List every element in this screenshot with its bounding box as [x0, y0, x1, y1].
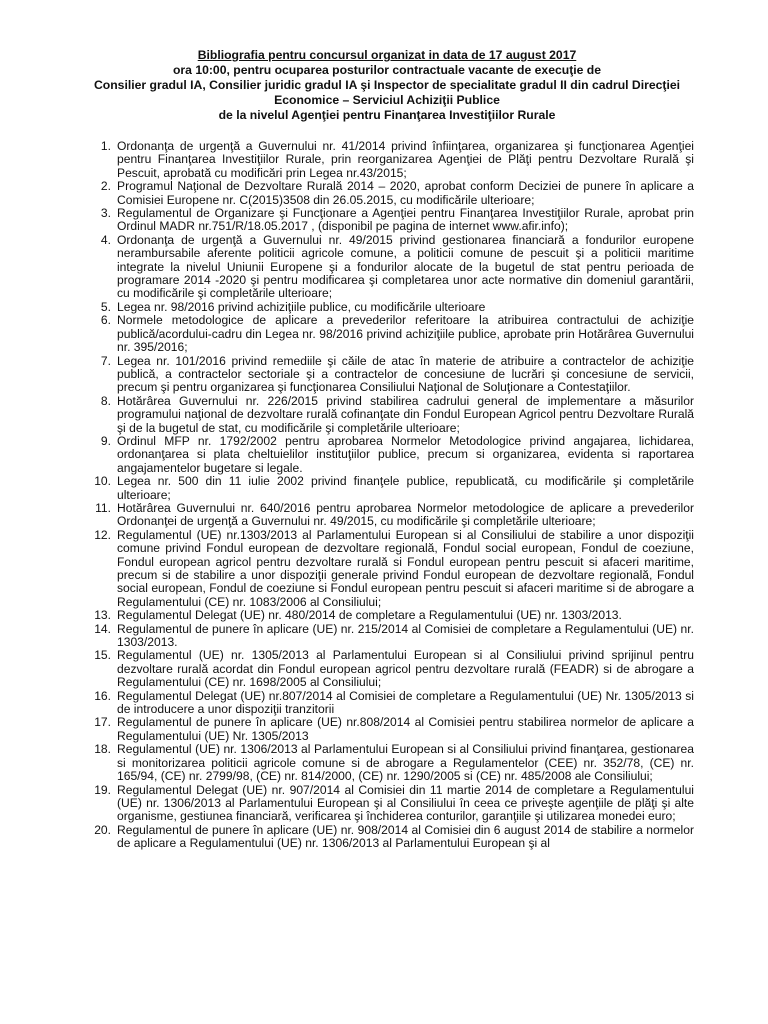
list-item [80, 502, 694, 529]
item-number: 12. [94, 527, 111, 542]
item-text: Regulamentul de punere în aplicare (UE) nr.808/2014 al Comisiei pentru stabilirea normelor de aplicare a Regulamentului (UE) Nr. 1305/2013 [117, 715, 694, 743]
bibliography-list [80, 140, 694, 851]
item-text: Regulamentul Delegat (UE) nr. 907/2014 al Comisiei din 11 martie 2014 de completare a Regulamentului (UE) nr. 1306/2013 al Parlamentului European şi al Consiliului în ceea ce priveşte agenţiile de plăţi şi alte organisme, gestiunea financiară, verificarea şi închiderea conturilor, garanţiile şi utilizarea monedei euro; [117, 782, 694, 824]
item-number: 20. [94, 822, 111, 837]
item-text: Legea nr. 101/2016 privind remediile şi căile de atac în materie de atribuire a contractelor de achiziţie publică, a contractelor sectoriale şi a contractelor de concesiune de lucrări şi concesiune de servicii, precum şi pentru organizarea şi funcţionarea Consiliului Naţional de Soluţionare a Contestaţiilor. [117, 353, 694, 395]
item-number: 14. [94, 621, 111, 636]
item-number: 4. [100, 232, 111, 247]
list-item [80, 716, 694, 743]
item-text: Regulamentul Delegat (UE) nr. 480/2014 de completare a Regulamentului (UE) nr. 1303/2013. [117, 608, 622, 623]
item-number: 13. [94, 608, 111, 623]
item-text: Normele metodologice de aplicare a prevederilor referitoare la atribuirea contractului de achiziţie publică/acordului-cadru din Legea nr. 98/2016 privind achiziţiile publice, aprobate prin Hotărârea Guvernului nr. 395/2016; [117, 313, 694, 355]
list-item [80, 180, 694, 207]
list-item [80, 529, 694, 609]
item-number: 8. [100, 393, 111, 408]
item-number: 10. [94, 474, 111, 489]
item-text: Hotărârea Guvernului nr. 640/2016 pentru aprobarea Normelor metodologice de aplicare a prevederilor Ordonanţei de urgenţă a Guvernului nr. 49/2015, cu modificările şi completările ulterioare; [117, 500, 694, 529]
item-text: Regulamentul de punere în aplicare (UE) nr. 908/2014 al Comisiei din 6 august 2014 de stabilire a normelor de aplicare a Regulamentului (UE) nr. 1306/2013 al Parlamentului European şi al [117, 822, 694, 851]
item-text: Legea nr. 500 din 11 iulie 2002 privind finanţele publice, republicată, cu modificările şi completările ulterioare; [117, 474, 694, 502]
item-number: 2. [100, 179, 111, 194]
list-item [80, 234, 694, 301]
header-line: de la nivelul Agenţiei pentru Finanţarea Investiţiilor Rurale [218, 108, 556, 122]
item-number: 16. [94, 688, 111, 703]
item-number: 11. [95, 500, 111, 515]
list-item [80, 784, 694, 824]
item-text: Regulamentul de punere în aplicare (UE) nr. 215/2014 al Comisiei de completare a Regulamentului (UE) nr. 1303/2013. [117, 621, 694, 650]
list-item [80, 690, 694, 717]
header-line: ora 10:00, pentru ocuparea posturilor contractuale vacante de execuţie de [172, 63, 602, 77]
item-text: Ordonanţa de urgenţă a Guvernului nr. 41/2014 privind înfiinţarea, organizarea şi funcţionarea Agenţiei pentru Finanţarea Investiţiilor Rurale, prin reorganizarea Agenţiei de Plăţi pentru Dezvoltare Rurală şi Pescuit, aprobată cu modificări prin Legea nr.43/2015; [117, 139, 694, 180]
header-title-line: Bibliografia pentru concursul organizat in data de 17 august 2017 [197, 48, 577, 62]
list-item [80, 649, 694, 689]
document-header [80, 48, 694, 123]
item-number: 15. [94, 648, 111, 663]
item-number: 5. [100, 299, 111, 314]
item-number: 1. [100, 139, 111, 153]
list-item [80, 743, 694, 783]
item-number: 7. [100, 353, 111, 368]
list-item [80, 609, 694, 622]
item-text: Programul Naţional de Dezvoltare Rurală 2014 – 2020, aprobat conform Deciziei de punere în aplicare a Comisiei Europene nr. C(2015)3508 din 26.05.2015, cu modificările ulterioare; [117, 179, 694, 207]
list-item [80, 623, 694, 650]
item-number: 6. [100, 313, 111, 328]
item-number: 17. [94, 715, 111, 730]
item-text: Hotărârea Guvernului nr. 226/2015 privind stabilirea cadrului general de implementare a măsurilor programului naţional de dezvoltare rurală cofinanţate din Fondul European Agricol pentru Dezvoltare Rurală şi de la bugetul de stat, cu modificările şi completările ulterioare; [117, 393, 694, 435]
list-item [80, 355, 694, 395]
item-text: Regulamentul (UE) nr. 1305/2013 al Parlamentului European si al Consiliului privind sprijinul pentru dezvoltare rurală acordat din Fondul european agricol pentru dezvoltare rurală (FEADR) si de abrogare a Regulamentului (CE) nr. 1698/2005 al Consiliului; [117, 648, 694, 690]
item-number: 3. [100, 206, 111, 221]
item-text: Ordonanţa de urgenţă a Guvernului nr. 49/2015 privind gestionarea financiară a fondurilor europene nerambursabile aferente politicii agricole comune, a politicii comune de pescuit şi a politicii maritime integrate la nivelul Uniunii Europene şi a fondurilor alocate de la bugetul de stat pentru perioada de programare 2014 -2020 şi pentru modificarea şi completarea unor acte normative din domeniul garantării, cu modificările şi completările ulterioare; [117, 232, 694, 301]
list-item [80, 475, 694, 502]
item-number: 18. [94, 742, 111, 757]
list-item [80, 140, 694, 180]
item-number: 19. [94, 782, 111, 797]
item-text: Ordinul MFP nr. 1792/2002 pentru aprobarea Normelor Metodologice privind angajarea, lichidarea, ordonanţarea si plata cheltuielilor instituţiilor publice, precum si organizarea, evidenta si raportarea angajamentelor bugetare si legale. [117, 433, 694, 475]
item-text: Legea nr. 98/2016 privind achiziţiile publice, cu modificările ulterioare [117, 299, 486, 314]
header-line: Consilier gradul IA, Consilier juridic gradul IA şi Inspector de specialitate gradul II din cadrul Direcţiei [93, 78, 681, 92]
item-text: Regulamentul Delegat (UE) nr.807/2014 al Comisiei de completare a Regulamentului (UE) Nr. 1305/2013 si de introducere a unor dispoziţii tranzitorii [117, 688, 694, 717]
list-item [80, 824, 694, 851]
list-item [80, 207, 694, 234]
item-text: Regulamentul (UE) nr.1303/2013 al Parlamentului European si al Consiliului de stabilire a unor dispoziţii comune privind Fondul european de dezvoltare regională, Fondul social european, Fondul de coeziune, Fondul european agricol pentru dezvoltare rurală si Fondul european pentru pescuit si afaceri maritime, precum si de stabilire a unor dispoziţii generale privind Fondul european de dezvoltare regională, Fondul social european, Fondul de coeziune si Fondul european pentru pescuit si afaceri maritime si de abrogare a Regulamentului (CE) nr. 1083/2006 al Consiliului; [117, 527, 694, 609]
header-line: Economice – Serviciul Achiziţii Publice [274, 93, 500, 107]
list-item [80, 435, 694, 475]
list-item [80, 314, 694, 354]
item-number: 9. [100, 433, 111, 448]
item-text: Regulamentul (UE) nr. 1306/2013 al Parlamentului European si al Consiliului privind finanţarea, gestionarea si monitorizarea politicii agricole comune si de abrogare a Regulamentelor (CEE) nr. 352/78, (CE) nr. 165/94, (CE) nr. 2799/98, (CE) nr. 814/2000, (CE) nr. 1290/2005 si (CE) nr. 485/2008 ale Consiliului; [117, 742, 694, 784]
list-item [80, 395, 694, 435]
item-text: Regulamentul de Organizare şi Funcţionare a Agenţiei pentru Finanţarea Investiţiilor Rurale, aprobat prin Ordinul MADR nr.751/R/18.05.2017 , (disponibil pe pagina de internet www.afir.info); [117, 206, 694, 234]
list-item [80, 301, 694, 314]
